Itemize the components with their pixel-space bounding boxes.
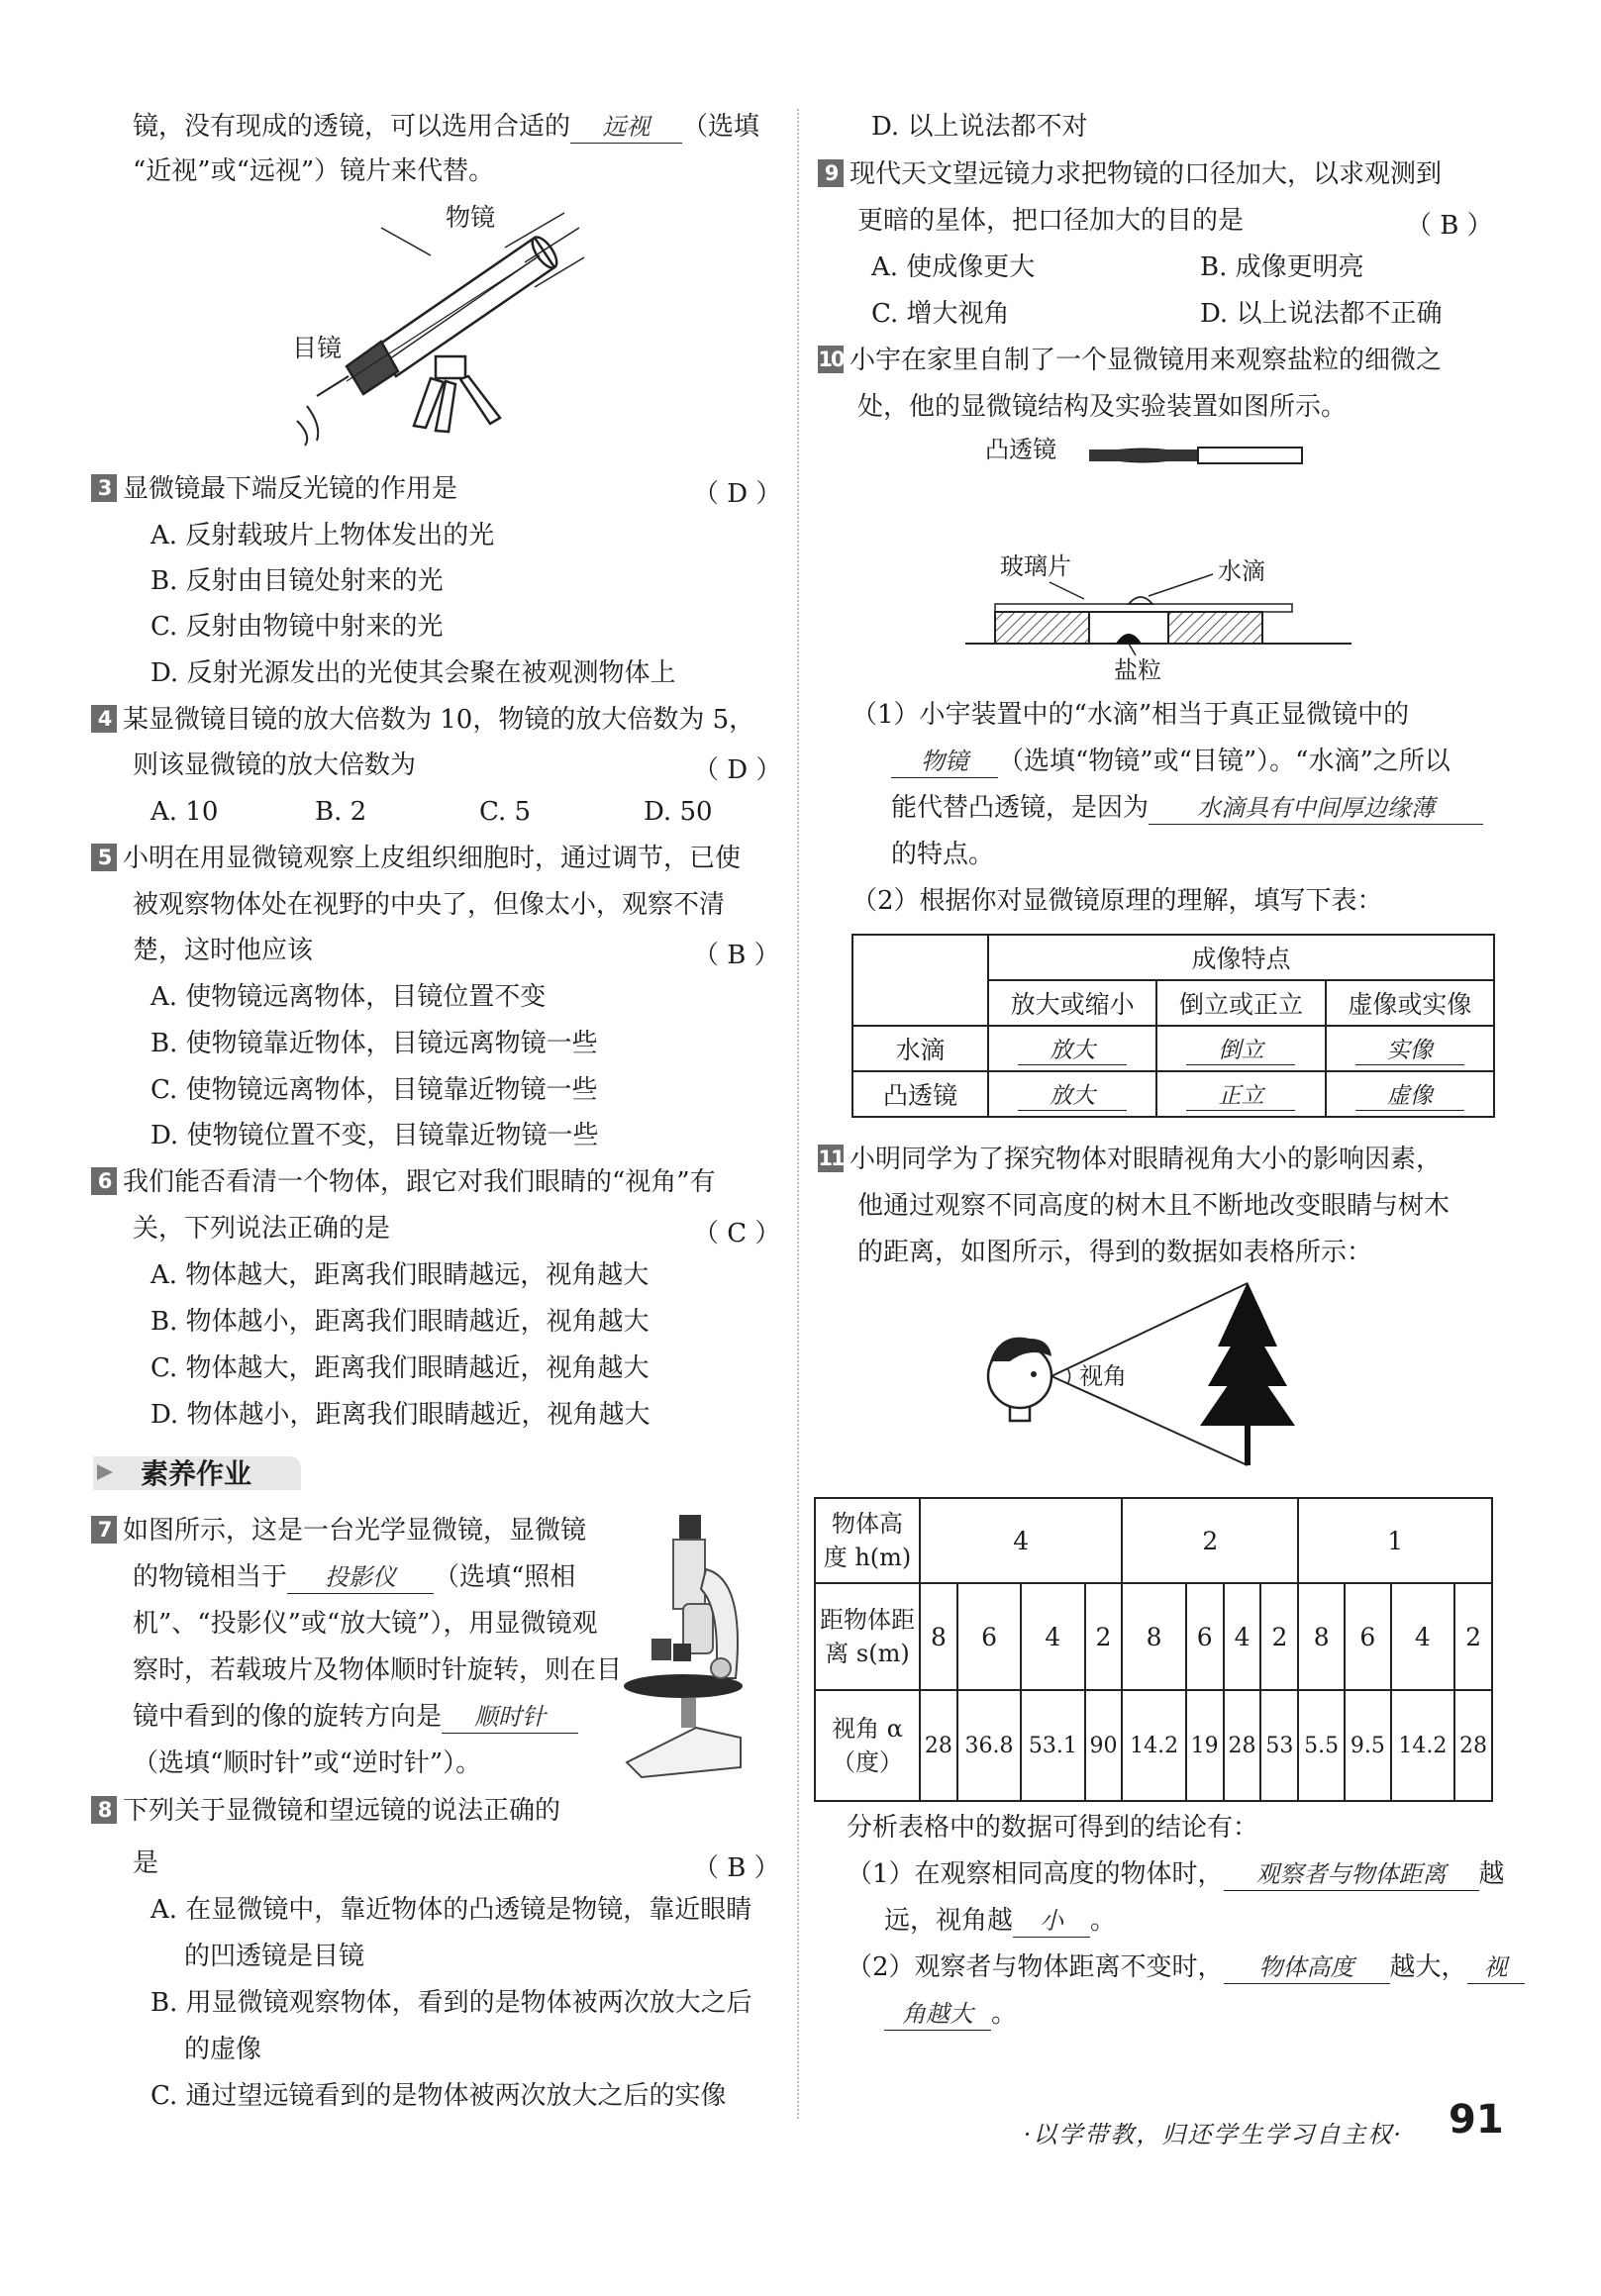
q9-option-d: D. 以上说法都不正确 — [1200, 299, 1443, 329]
q11-answer-4: 视 — [1467, 1951, 1525, 1984]
label: （度） — [832, 1748, 903, 1776]
body-tube — [673, 1540, 705, 1609]
distance-cell: 6 — [1345, 1583, 1391, 1690]
glass-slide — [995, 604, 1292, 612]
tripod-leg — [460, 376, 500, 424]
angle-cell: 28 — [1454, 1690, 1492, 1801]
distance-cell: 2 — [1260, 1583, 1298, 1690]
table-row — [852, 1071, 1494, 1117]
q11-answer-2: 小 — [1013, 1905, 1090, 1938]
q11-text: 越大， — [1389, 1952, 1467, 1982]
intro-line-1 — [133, 111, 759, 144]
row-label: 水滴 — [852, 1026, 988, 1071]
q11-stem — [818, 1144, 1442, 1175]
label: 物体高 — [832, 1510, 903, 1538]
head-icon — [988, 1338, 1051, 1421]
q5-text-2: 被观察物体处在视野的中央了，但像太小，观察不清 — [133, 890, 726, 920]
q6-option-c: C. 物体越大，距离我们眼睛越近，视角越大 — [150, 1353, 650, 1383]
q7-number: 7 — [91, 1516, 117, 1544]
microscope-figure — [622, 1510, 750, 1787]
q8-option-d: D. 以上说法都不对 — [871, 112, 1088, 142]
q8-text-2: 是 — [133, 1848, 159, 1878]
q11-conclusion-intro: 分析表格中的数据可得到的结论有： — [847, 1813, 1259, 1843]
distance-cell: 4 — [1391, 1583, 1454, 1690]
answer-blank: 远视 — [570, 111, 682, 144]
q9-number: 9 — [818, 159, 844, 187]
q11-conclusion-2 — [847, 1951, 1525, 1984]
distance-cell: 8 — [1298, 1583, 1345, 1690]
col-header: 虚像或实像 — [1326, 980, 1494, 1026]
q7-text: 如图所示，这是一台光学显微镜，显微镜 — [123, 1516, 587, 1546]
q4-option-b: B. 2 — [315, 797, 367, 827]
objective — [651, 1639, 671, 1660]
q6-option-d: D. 物体越小，距离我们眼睛越近，视角越大 — [150, 1400, 650, 1430]
label-convex-lens: 凸透镜 — [985, 436, 1056, 463]
q8-option-b: B. 用显微镜观察物体，看到的是物体被两次放大之后 — [150, 1988, 752, 2018]
q10-answer-2: 水滴具有中间厚边缘薄 — [1149, 792, 1483, 825]
q7-line-5 — [133, 1701, 578, 1734]
q9-stem — [818, 158, 1442, 190]
q3-option-c: C. 反射由物镜中射来的光 — [150, 612, 444, 642]
q3-answer: （ D ） — [693, 479, 782, 509]
intro-text: 镜，没有现成的透镜，可以选用合适的 — [133, 112, 571, 142]
q11-text: 小明同学为了探究物体对眼睛视角大小的影响因素， — [850, 1145, 1443, 1174]
label-water-drop: 水滴 — [1218, 557, 1265, 585]
distance-cell: 8 — [920, 1583, 957, 1690]
col-header: 倒立或正立 — [1156, 980, 1325, 1026]
q5-text-3: 楚，这时他应该 — [133, 936, 314, 965]
cell-answer: 倒立 — [1186, 1032, 1295, 1065]
q8-answer: （ B ） — [693, 1853, 780, 1883]
label: 度 h(m) — [823, 1544, 912, 1571]
q10-text: （选填“物镜”或“目镜”）。“水滴”之所以 — [998, 747, 1451, 776]
q5-option-a: A. 使物镜远离物体，目镜位置不变 — [150, 982, 547, 1012]
q4-stem — [91, 704, 754, 736]
eyepiece — [679, 1515, 701, 1543]
row-header-distance — [815, 1583, 920, 1690]
q4-option-d: D. 50 — [644, 797, 713, 827]
angle-cell: 9.5 — [1345, 1690, 1391, 1801]
q7-answer-2: 顺时针 — [442, 1701, 578, 1734]
q6-answer: （ C ） — [693, 1219, 781, 1248]
q5-text: 小明在用显微镜观察上皮组织细胞时，通过调节，已使 — [123, 844, 742, 873]
label-objective: 物镜 — [446, 203, 496, 232]
table-row — [852, 1026, 1494, 1071]
q7-text: 镜中看到的像的旋转方向是 — [133, 1702, 443, 1732]
focus-knob-icon — [711, 1658, 731, 1678]
telescope-figure — [287, 198, 604, 450]
q10-table — [851, 934, 1495, 1118]
tripod-head — [436, 356, 465, 378]
q3-option-b: B. 反射由目镜处射来的光 — [150, 566, 444, 596]
q10-text-2: 处，他的显微镜结构及实验装置如图所示。 — [857, 392, 1348, 422]
cell-answer: 放大 — [1018, 1032, 1127, 1065]
distance-cell: 6 — [1186, 1583, 1224, 1690]
height-cell: 1 — [1298, 1498, 1492, 1583]
distance-cell: 8 — [1122, 1583, 1185, 1690]
q8-option-c: C. 通过望远镜看到的是物体被两次放大之后的实像 — [150, 2081, 727, 2111]
label: 离 s(m) — [825, 1640, 910, 1667]
q10-figure — [965, 426, 1381, 683]
q11-text: 越 — [1478, 1859, 1505, 1889]
q8-number: 8 — [91, 1796, 117, 1824]
q4-option-a: A. 10 — [150, 797, 219, 827]
page-number: 91 — [1449, 2097, 1504, 2143]
angle-cell: 14.2 — [1122, 1690, 1185, 1801]
angle-cell: 28 — [1224, 1690, 1261, 1801]
q11-text: （2）观察者与物体距离不变时， — [847, 1952, 1224, 1982]
q3-text: 显微镜最下端反光镜的作用是 — [123, 474, 458, 504]
q11-text-2: 他通过观察不同高度的树木且不断地改变眼睛与树木 — [857, 1191, 1451, 1221]
angle-cell: 19 — [1186, 1690, 1224, 1801]
angle-cell: 28 — [920, 1690, 957, 1801]
q9-option-b: B. 成像更明亮 — [1200, 252, 1364, 282]
q11-text: （1）在观察相同高度的物体时， — [847, 1859, 1224, 1889]
q11-text: 远，视角越 — [884, 1906, 1014, 1936]
q8-stem — [91, 1795, 560, 1827]
distance-cell: 6 — [957, 1583, 1021, 1690]
q7-line-4: 察时，若载玻片及物体顺时针旋转，则在目 — [133, 1655, 623, 1685]
q5-option-b: B. 使物镜靠近物体，目镜远离物镜一些 — [150, 1029, 598, 1058]
base — [627, 1728, 741, 1777]
q10-stem — [818, 345, 1442, 376]
q4-text: 某显微镜目镜的放大倍数为 10，物镜的放大倍数为 5， — [123, 705, 755, 735]
q11-figure — [970, 1277, 1347, 1475]
height-cell: 2 — [1122, 1498, 1298, 1583]
q10-number: 10 — [818, 348, 844, 371]
q8-option-a: A. 在显微镜中，靠近物体的凸透镜是物镜，靠近眼睛 — [150, 1895, 752, 1925]
q9-answer: （ B ） — [1406, 211, 1493, 241]
section-title: 素养作业 — [141, 1457, 252, 1490]
q6-number: 6 — [91, 1167, 117, 1195]
cell-answer: 实像 — [1355, 1032, 1464, 1065]
q9-option-c: C. 增大视角 — [871, 299, 1010, 329]
q6-text: 我们能否看清一个物体，跟它对我们眼睛的“视角”有 — [123, 1167, 716, 1197]
q8-option-a-cont: 的凹透镜是目镜 — [184, 1942, 365, 1971]
q10-text: 小宇在家里自制了一个显微镜用来观察盐粒的细微之 — [850, 346, 1443, 375]
section-header — [91, 1450, 304, 1492]
q4-text-2: 则该显微镜的放大倍数为 — [133, 750, 417, 780]
q11-conclusion-2-cont — [884, 1998, 1017, 2031]
q8-option-b-cont: 的虚像 — [184, 2035, 262, 2064]
table-header: 成像特点 — [988, 935, 1494, 980]
cell-answer: 正立 — [1186, 1077, 1295, 1111]
q9-text: 现代天文望远镜力求把物镜的口径加大，以求观测到 — [850, 159, 1443, 189]
height-cell: 4 — [920, 1498, 1122, 1583]
q6-text-2: 关，下列说法正确的是 — [133, 1214, 391, 1244]
intro-line-2: “近视”或“远视”）镜片来代替。 — [133, 156, 495, 186]
intro-text: （选填 — [682, 112, 760, 142]
lens-holder — [1198, 448, 1302, 463]
distance-cell: 2 — [1085, 1583, 1123, 1690]
label-glass-slide: 玻璃片 — [1000, 552, 1071, 580]
q10-part1-line1: （1）小宇装置中的“水滴”相当于真正显微镜中的 — [851, 700, 1410, 730]
angle-cell: 53 — [1260, 1690, 1298, 1801]
q7-line-1 — [91, 1515, 586, 1547]
q4-option-c: C. 5 — [479, 797, 532, 827]
distance-cell: 4 — [1224, 1583, 1261, 1690]
angle-cell: 53.1 — [1021, 1690, 1084, 1801]
label: 视角 α — [832, 1715, 903, 1743]
q11-number: 11 — [818, 1147, 844, 1170]
col-header: 放大或缩小 — [988, 980, 1156, 1026]
row-header-height — [815, 1498, 920, 1583]
q6-option-a: A. 物体越大，距离我们眼睛越远，视角越大 — [150, 1260, 650, 1290]
q6-option-b: B. 物体越小，距离我们眼睛越近，视角越大 — [150, 1307, 650, 1337]
angle-cell: 36.8 — [957, 1690, 1021, 1801]
q11-conclusion-1 — [847, 1858, 1505, 1891]
label-visual-angle: 视角 — [1079, 1362, 1127, 1390]
cell-answer: 虚像 — [1355, 1077, 1464, 1111]
q9-text-2: 更暗的星体，把口径加大的目的是 — [857, 206, 1245, 236]
cell-answer: 放大 — [1018, 1077, 1127, 1111]
column-divider — [797, 109, 799, 2119]
label-salt: 盐粒 — [1114, 656, 1161, 683]
q11-table — [814, 1497, 1493, 1802]
q7-text: 的物镜相当于 — [133, 1562, 288, 1592]
q10-text: 能代替凸透镜，是因为 — [891, 793, 1150, 823]
q4-number: 4 — [91, 705, 117, 733]
q5-option-d: D. 使物镜位置不变，目镜靠近物镜一些 — [150, 1121, 599, 1150]
q11-answer-1: 观察者与物体距离 — [1224, 1858, 1479, 1891]
label: 距物体距 — [820, 1606, 915, 1634]
q5-option-c: C. 使物镜远离物体，目镜靠近物镜一些 — [150, 1075, 598, 1105]
support-right — [1168, 612, 1262, 644]
angle-cell: 90 — [1085, 1690, 1123, 1801]
q11-text: 。 — [991, 1999, 1018, 2029]
support-left — [995, 612, 1089, 644]
q7-text: （选填“照相 — [434, 1562, 576, 1592]
q8-text: 下列关于显微镜和望远镜的说法正确的 — [123, 1796, 561, 1826]
q11-text: 。 — [1090, 1906, 1117, 1936]
q4-answer: （ D ） — [693, 755, 782, 785]
q10-part1-line2 — [891, 746, 1451, 778]
q11-conclusion-1-cont — [884, 1905, 1116, 1938]
angle-cell: 14.2 — [1391, 1690, 1454, 1801]
hand-icon — [297, 406, 318, 446]
label-eyepiece: 目镜 — [292, 334, 343, 362]
q5-answer: （ B ） — [693, 941, 780, 970]
q3-option-a: A. 反射载玻片上物体发出的光 — [150, 521, 495, 550]
q5-number: 5 — [91, 844, 117, 871]
angle-cell: 5.5 — [1298, 1690, 1345, 1801]
q7-line-2 — [133, 1561, 575, 1594]
q10-answer-1: 物镜 — [891, 746, 998, 778]
row-header-angle — [815, 1690, 920, 1801]
footer-motto: ·以学带教，归还学生学习自主权· — [1023, 2121, 1403, 2148]
q9-option-a: A. 使成像更大 — [871, 252, 1036, 282]
q5-stem — [91, 843, 741, 874]
q7-answer-1: 投影仪 — [287, 1561, 434, 1594]
empty-header-cell — [852, 935, 988, 1026]
q7-line-6: （选填“顺时针”或“逆时针”）。 — [133, 1748, 482, 1778]
q6-stem — [91, 1166, 716, 1198]
water-drop-icon — [1129, 597, 1152, 604]
distance-cell: 4 — [1021, 1583, 1084, 1690]
q3-stem — [91, 473, 457, 505]
distance-cell: 2 — [1454, 1583, 1492, 1690]
q10-part2: （2）根据你对显微镜原理的理解，填写下表： — [851, 886, 1383, 916]
q11-answer-4-cont: 角越大 — [884, 1998, 991, 2031]
q7-line-3: 机”、“投影仪”或“放大镜”），用显微镜观 — [133, 1609, 598, 1639]
q11-text-3: 的距离，如图所示，得到的数据如表格所示： — [857, 1238, 1373, 1267]
q3-number: 3 — [91, 474, 117, 502]
q10-part1-line4: 的特点。 — [891, 840, 995, 869]
tree-icon — [1200, 1282, 1295, 1465]
row-label: 凸透镜 — [852, 1071, 988, 1117]
q3-option-d: D. 反射光源发出的光使其会聚在被观测物体上 — [150, 658, 676, 688]
q10-part1-line3 — [891, 792, 1483, 825]
q11-answer-3: 物体高度 — [1224, 1951, 1390, 1984]
